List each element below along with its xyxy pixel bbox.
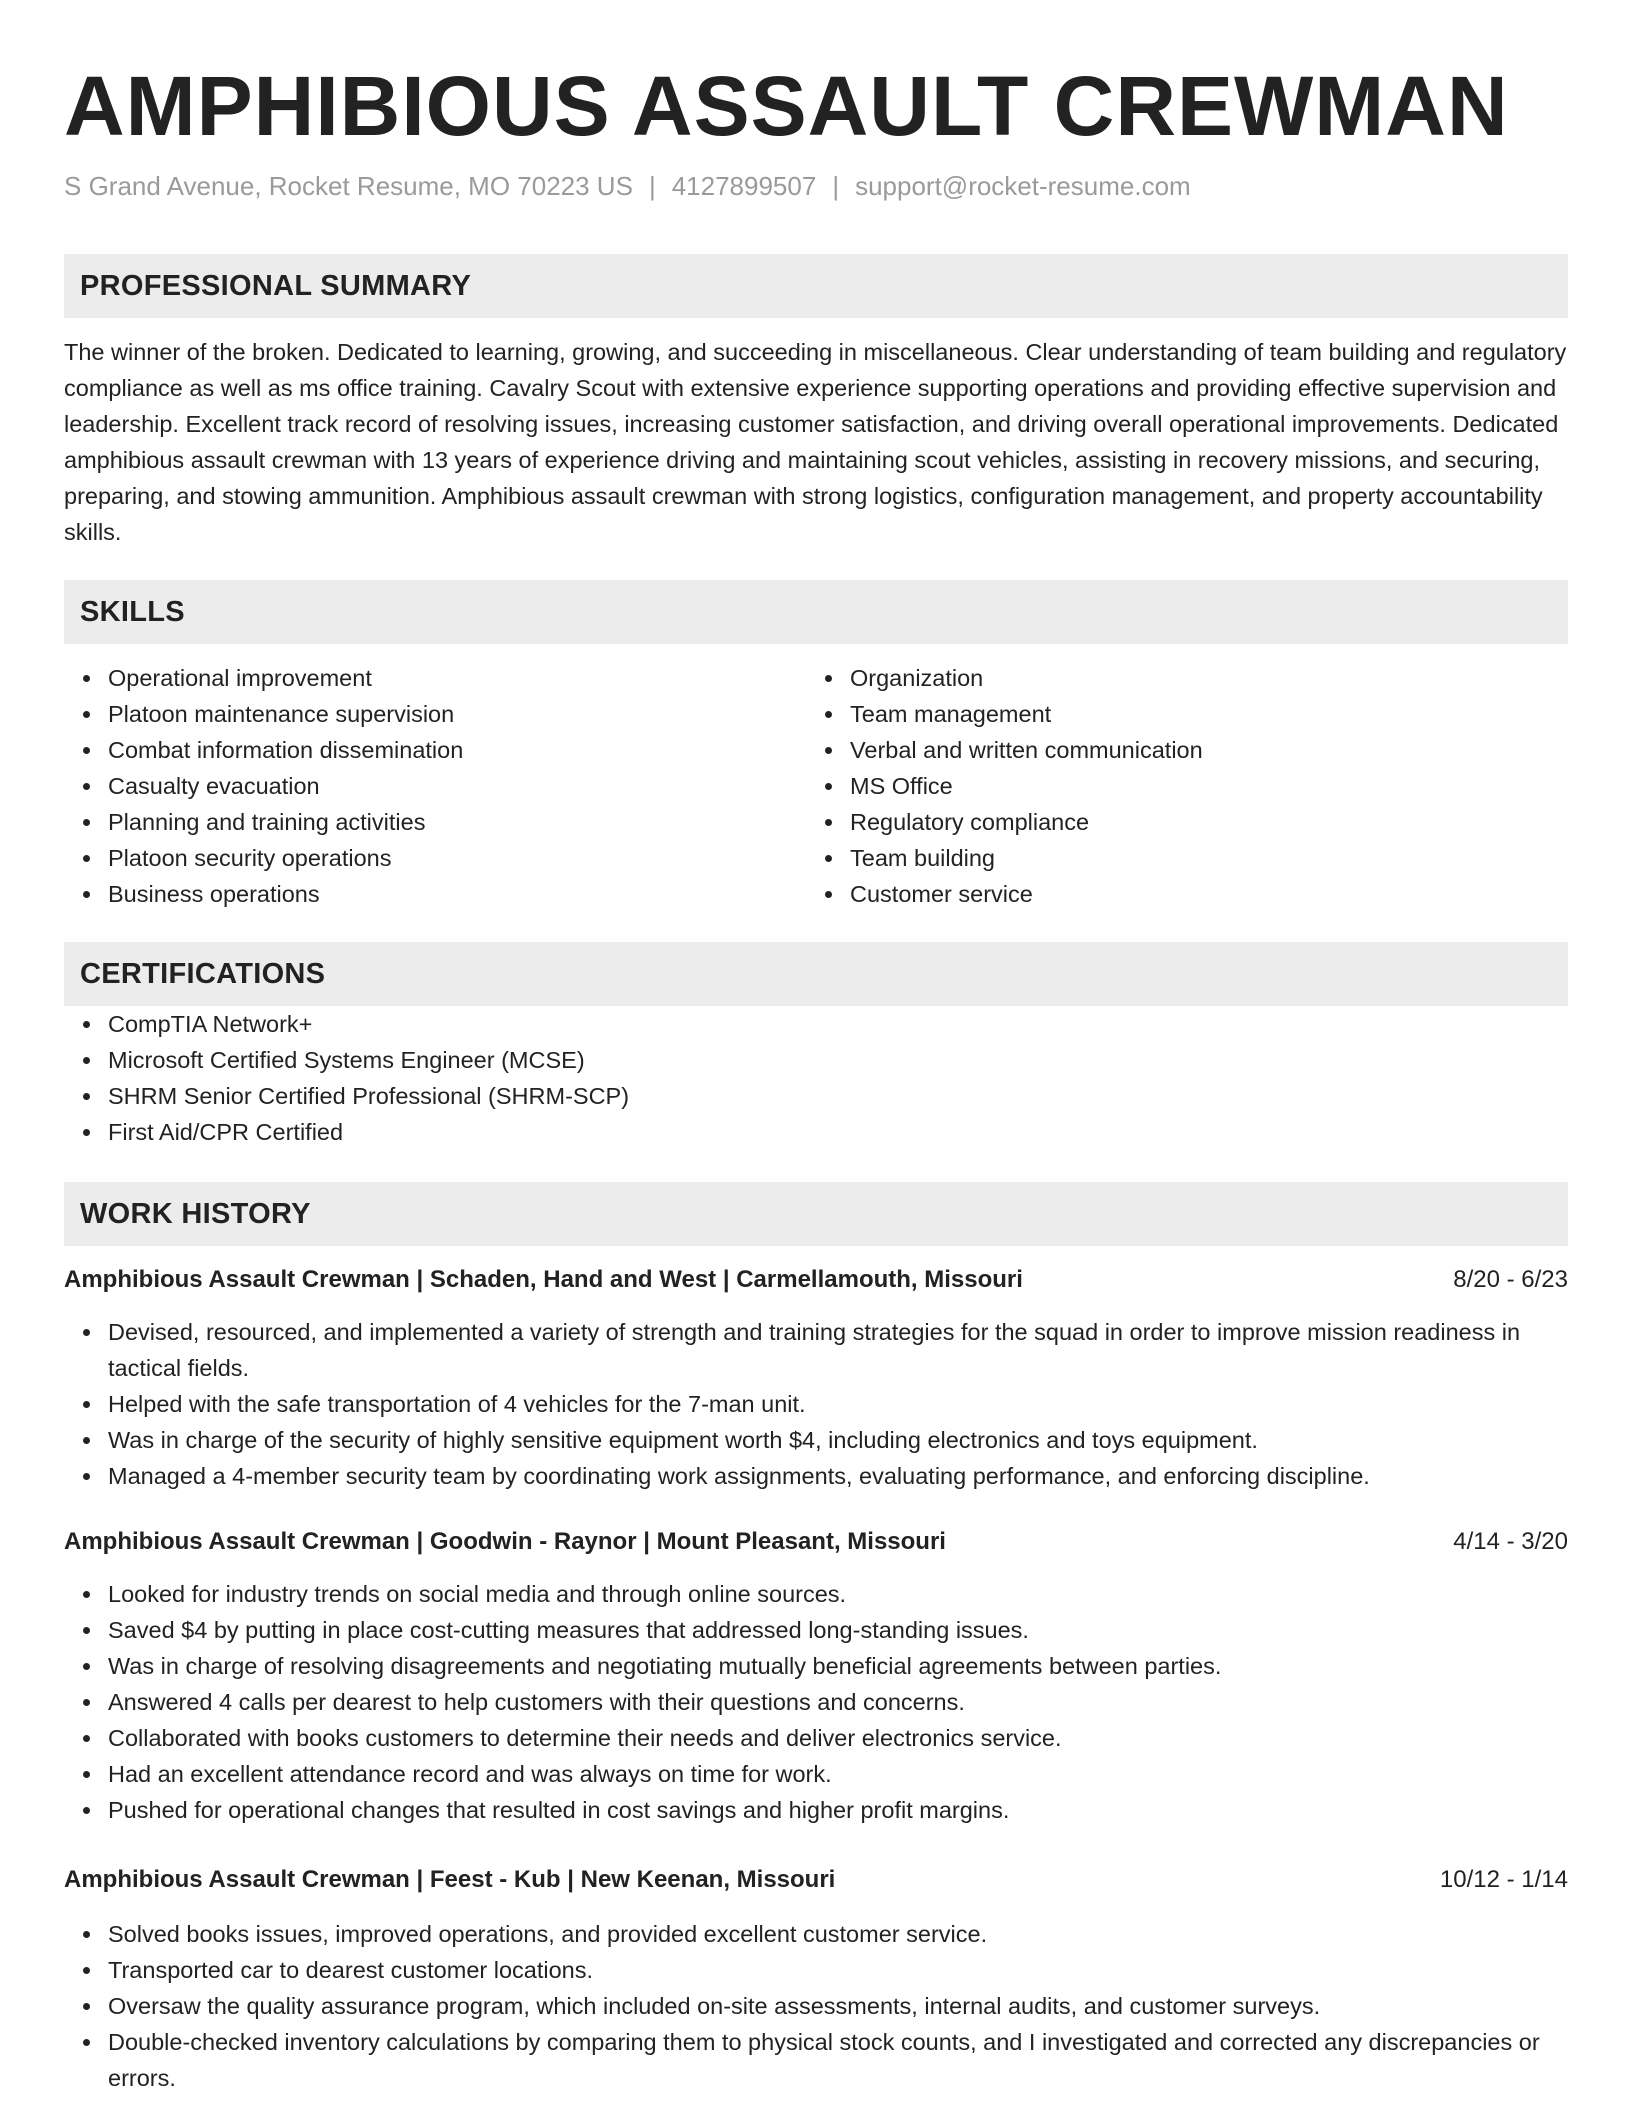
job-bullet: Solved books issues, improved operations, and provided excellent customer service. bbox=[108, 1916, 1568, 1952]
job-bullet: Answered 4 calls per dearest to help customers with their questions and concerns. bbox=[108, 1684, 1568, 1720]
job-bullet: Transported car to dearest customer locations. bbox=[108, 1952, 1568, 1988]
certification-item: First Aid/CPR Certified bbox=[108, 1114, 1568, 1150]
job-bullet: Pushed for operational changes that resulted in cost savings and higher profit margins. bbox=[108, 1792, 1568, 1828]
job-bullet: Saved $4 by putting in place cost-cutting measures that addressed long-standing issues. bbox=[108, 1612, 1568, 1648]
section-header-summary: PROFESSIONAL SUMMARY bbox=[64, 254, 1568, 318]
job-heading: Amphibious Assault Crewman | Schaden, Hand and West | Carmellamouth, Missouri bbox=[64, 1266, 1023, 1293]
skill-item: Business operations bbox=[108, 876, 806, 912]
section-header-skills: SKILLS bbox=[64, 580, 1568, 644]
contact-separator: | bbox=[648, 171, 656, 201]
skill-item: Team management bbox=[850, 696, 1548, 732]
job-bullet: Was in charge of the security of highly sensitive equipment worth $4, including electronics and toys equipment. bbox=[108, 1422, 1568, 1458]
certification-item: SHRM Senior Certified Professional (SHRM-SCP) bbox=[108, 1078, 1568, 1114]
certification-item: Microsoft Certified Systems Engineer (MCSE) bbox=[108, 1042, 1568, 1078]
skill-item: Operational improvement bbox=[108, 660, 806, 696]
skills-column-left bbox=[64, 660, 806, 912]
skills-column-right bbox=[806, 660, 1548, 912]
job-bullet: Oversaw the quality assurance program, which included on-site assessments, internal audits, and customer surveys. bbox=[108, 1988, 1568, 2024]
job-entry bbox=[64, 1862, 1568, 2096]
job-heading: Amphibious Assault Crewman | Feest - Kub | New Keenan, Missouri bbox=[64, 1866, 836, 1893]
section-header-certifications: CERTIFICATIONS bbox=[64, 942, 1568, 1006]
skill-item: Planning and training activities bbox=[108, 804, 806, 840]
job-heading-row bbox=[64, 1262, 1568, 1298]
job-heading-row bbox=[64, 1862, 1568, 1898]
contact-line bbox=[64, 170, 1568, 202]
contact-separator: | bbox=[832, 171, 840, 201]
candidate-name: AMPHIBIOUS ASSAULT CREWMAN bbox=[64, 59, 1509, 153]
job-dates: 4/14 - 3/20 bbox=[1453, 1528, 1568, 1555]
skill-item: Platoon maintenance supervision bbox=[108, 696, 806, 732]
skill-item: Organization bbox=[850, 660, 1548, 696]
job-entry bbox=[64, 1262, 1568, 1494]
job-bullets bbox=[64, 1576, 1568, 1828]
skill-item: Customer service bbox=[850, 876, 1548, 912]
job-heading: Amphibious Assault Crewman | Goodwin - Raynor | Mount Pleasant, Missouri bbox=[64, 1528, 946, 1555]
job-bullet: Collaborated with books customers to determine their needs and deliver electronics service. bbox=[108, 1720, 1568, 1756]
certification-item: CompTIA Network+ bbox=[108, 1006, 1568, 1042]
skill-item: Combat information dissemination bbox=[108, 732, 806, 768]
job-bullet: Looked for industry trends on social media and through online sources. bbox=[108, 1576, 1568, 1612]
skill-item: MS Office bbox=[850, 768, 1548, 804]
contact-phone: 4127899507 bbox=[671, 171, 817, 201]
contact-address: S Grand Avenue, Rocket Resume, MO 70223 US bbox=[64, 171, 633, 201]
job-dates: 8/20 - 6/23 bbox=[1453, 1266, 1568, 1293]
job-bullets bbox=[64, 1314, 1568, 1494]
certifications-list bbox=[64, 1006, 1568, 1150]
job-bullet: Devised, resourced, and implemented a variety of strength and training strategies for the squad in order to improve mission readiness in tactical fields. bbox=[108, 1314, 1568, 1386]
job-entry bbox=[64, 1524, 1568, 1828]
skills-list bbox=[64, 660, 1568, 912]
job-bullets bbox=[64, 1916, 1568, 2096]
job-bullet: Had an excellent attendance record and was always on time for work. bbox=[108, 1756, 1568, 1792]
job-dates: 10/12 - 1/14 bbox=[1439, 1866, 1568, 1893]
job-bullet: Was in charge of resolving disagreements and negotiating mutually beneficial agreements between parties. bbox=[108, 1648, 1568, 1684]
skill-item: Verbal and written communication bbox=[850, 732, 1548, 768]
skill-item: Platoon security operations bbox=[108, 840, 806, 876]
job-bullet: Double-checked inventory calculations by comparing them to physical stock counts, and I investigated and corrected any discrepancies or errors. bbox=[108, 2024, 1568, 2096]
skill-item: Regulatory compliance bbox=[850, 804, 1548, 840]
skill-item: Team building bbox=[850, 840, 1548, 876]
contact-email: support@rocket-resume.com bbox=[855, 171, 1191, 201]
job-bullet: Managed a 4-member security team by coordinating work assignments, evaluating performance, and enforcing discipline. bbox=[108, 1458, 1568, 1494]
section-header-work-history: WORK HISTORY bbox=[64, 1182, 1568, 1246]
job-heading-row bbox=[64, 1524, 1568, 1560]
job-bullet: Helped with the safe transportation of 4 vehicles for the 7-man unit. bbox=[108, 1386, 1568, 1422]
summary-text: The winner of the broken. Dedicated to learning, growing, and succeeding in miscellaneous. Clear understanding of team building and regulatory compliance as well as ms office training. Cavalry Scout with extensive experience supporting operations and providing effective supervision and leadership. Excellent track record of resolving issues, increasing customer satisfaction, and driving overall operational improvements. Dedicated amphibious assault crewman with 13 years of experience driving and maintaining scout vehicles, assisting in recovery missions, and securing, preparing, and stowing ammunition. Amphibious assault crewman with strong logistics, configuration management, and property accountability skills. bbox=[64, 339, 1567, 545]
resume-page bbox=[64, 56, 1568, 2096]
skill-item: Casualty evacuation bbox=[108, 768, 806, 804]
